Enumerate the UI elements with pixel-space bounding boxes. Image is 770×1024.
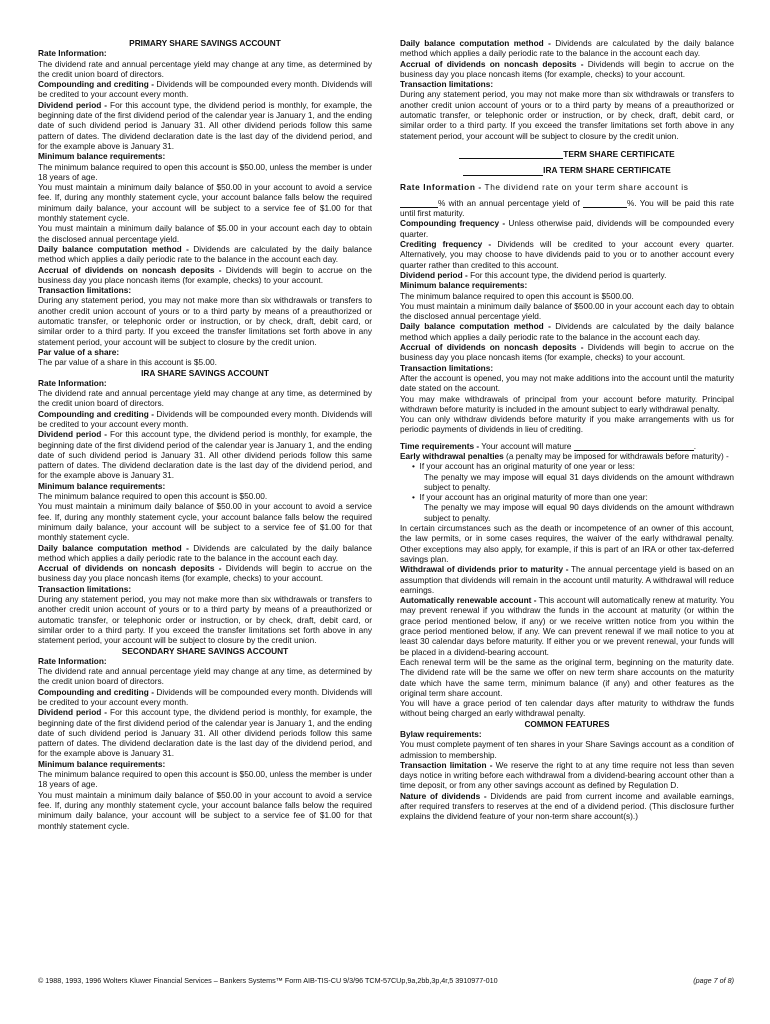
- paragraph: Time requirements - Your account will mature .: [400, 440, 697, 451]
- heading: Transaction limitations:: [38, 285, 132, 296]
- paragraph: During any statement period, you may not make more than six withdrawals or transfers to another credit union account of yours or to a third party by means of a preauthorized or automatic transfer, or telephonic order or instruction, or by check, draft, debit card, or similar order to a third party. If you exceed the transfer limitations set forth above in any statement period, your account will be subject to closure by the credit union.: [38, 594, 372, 646]
- paragraph: The penalty we may impose will equal 90 days dividends on the amount withdrawn subject to penalty.: [424, 502, 734, 523]
- copyright-line: © 1988, 1993, 1996 Wolters Kluwer Financial Services – Bankers Systems™ Form AIB-TIS-CU 9/3/96 TCM-57CUp,9a,2bb,3p,4r,5 3910977-010: [38, 976, 498, 985]
- paragraph: You can only withdraw dividends before maturity if you make arrangements with us for periodic payments of dividends in lieu of crediting.: [400, 414, 734, 435]
- term-title: TERM SHARE CERTIFICATE: [400, 149, 734, 159]
- bullet-item: • If your account has an original maturity of one year or less:: [412, 461, 635, 472]
- paragraph: Compounding and crediting - Dividends will be compounded every month. Dividends will be credited to your account every month.: [38, 686, 372, 707]
- paragraph: Early withdrawal penalties (a penalty may be imposed for withdrawals before maturity) -: [400, 450, 729, 461]
- paragraph: The minimum balance required to open this account is $50.00, unless the member is under 18 years of age.: [38, 161, 372, 182]
- paragraph: During any statement period, you may not make more than six withdrawals or transfers to another credit union account of yours or to a third party by means of a preauthorized or automatic transfer, or telephonic order or instruction, or by check, draft, debit card, or similar order to a third party. If you exceed the transfer limitations set forth above in any statement period, your account will be subject to closure by the credit union.: [38, 295, 372, 347]
- heading: Transaction limitations:: [38, 583, 132, 594]
- heading: Transaction limitations:: [400, 362, 494, 373]
- paragraph: Accrual of dividends on noncash deposits - Dividends will begin to accrue on the business day you place noncash items (for example, checks) to your account.: [38, 563, 372, 584]
- heading: Minimum balance requirements:: [38, 758, 166, 769]
- right-column: [400, 38, 734, 822]
- paragraph: Dividend period - For this account type, the dividend period is monthly, for example, the beginning date of the first dividend period of the calendar year is January 1, and the ending date of such dividend period is January 31. All other dividend periods follow this same pattern of dates. The dividend declaration date is the last day of the dividend period, and for the example above is January 31.: [38, 429, 373, 481]
- paragraph: The penalty we may impose will equal 31 days dividends on the amount withdrawn subject to penalty.: [424, 471, 734, 492]
- left-column: [38, 38, 372, 831]
- heading: Par value of a share:: [38, 346, 120, 357]
- paragraph: Rate Information - The dividend rate on your term share account is: [400, 181, 689, 192]
- paragraph: Compounding and crediting - Dividends will be compounded every month. Dividends will be credited to your account every month.: [38, 408, 372, 429]
- common-title: COMMON FEATURES: [524, 718, 610, 729]
- paragraph: You may make withdrawals of principal from your account before maturity. Principal withdrawn before maturity is included in the amount subject to early withdrawal penalty.: [400, 393, 734, 414]
- paragraph: Dividend period - For this account type, the dividend period is monthly, for example, the beginning date of the first dividend period of the calendar year is January 1, and the ending date of such dividend period is January 31. All other dividend periods follow this same pattern of dates. The dividend declaration date is the last day of the dividend period, and for the example above is January 31.: [38, 99, 373, 151]
- paragraph: You must maintain a minimum daily balance of $50.00 in your account to avoid a service fee. If, during any monthly statement cycle, your account balance falls below the required minimum daily balance, your account will be subject to a service fee of $1.00 for that monthly statement cycle.: [38, 182, 372, 224]
- heading: Minimum balance requirements:: [38, 480, 166, 491]
- paragraph: You must complete payment of ten shares in your Share Savings account as a condition of admission to membership.: [400, 739, 734, 760]
- heading: Minimum balance requirements:: [38, 151, 166, 162]
- paragraph: Each renewal term will be the same as the original term, beginning on the maturity date. The dividend rate will be the same we offer on new term share accounts on the maturity date which have the same term, minimum balance (if any) and other features as the original term share account.: [400, 656, 734, 698]
- paragraph: The dividend rate and annual percentage yield may change at any time, as determined by the credit union board of directors.: [38, 388, 372, 409]
- heading: Minimum balance requirements:: [400, 280, 528, 291]
- paragraph: Daily balance computation method - Dividends are calculated by the daily balance method which applies a daily periodic rate to the balance in the account each day.: [38, 542, 372, 563]
- paragraph: You must maintain a minimum daily balance of $50.00 in your account to avoid a service fee. If, during any monthly statement cycle, your account balance falls below the required minimum daily balance, your account will be subject to a service fee of $1.00 for that monthly statement cycle.: [38, 501, 372, 543]
- paragraph: Daily balance computation method - Dividends are calculated by the daily balance method which applies a daily periodic rate to the balance in the account each day.: [400, 321, 734, 342]
- paragraph: Accrual of dividends on noncash deposits - Dividends will begin to accrue on the business day you place noncash items (for example, checks) to your account.: [400, 58, 734, 79]
- paragraph: You must maintain a minimum daily balance of $500.00 in your account each day to obtain the disclosed annual percentage yield.: [400, 300, 734, 322]
- bullet-item: • If your account has an original maturity of more than one year:: [412, 492, 648, 503]
- paragraph: Compounding frequency - Unless otherwise paid, dividends will be compounded every quarter.: [400, 218, 734, 239]
- paragraph: The minimum balance required to open this account is $50.00, unless the member is under 18 years of age.: [38, 769, 372, 790]
- paragraph: Accrual of dividends on noncash deposits - Dividends will begin to accrue on the business day you place noncash items (for example, checks) to your account.: [38, 264, 372, 285]
- paragraph: Dividend period - For this account type, the dividend period is quarterly.: [400, 269, 667, 280]
- ira-title: IRA SHARE SAVINGS ACCOUNT: [141, 367, 269, 378]
- paragraph: The minimum balance required to open this account is $50.00.: [38, 491, 268, 502]
- heading: Transaction limitations:: [400, 79, 494, 90]
- paragraph: Automatically renewable account - This account will automatically renew at maturity. You may prevent renewal if you withdraw the funds in the account at maturity (or within the grace period mentioned below, if any) or we receive written notice from you within the grace period mentioned below, if any. We can prevent renewal if we mail notice to you at least 30 calendar days before maturity. If either you or we prevent renewal, your funds will be placed in a dividend-bearing account.: [400, 595, 735, 657]
- paragraph: Withdrawal of dividends prior to maturity - The annual percentage yield is based on an assumption that dividends will remain in the account until maturity. A withdrawal will reduce earnings.: [400, 564, 735, 595]
- paragraph: Daily balance computation method - Dividends are calculated by the daily balance method which applies a daily periodic rate to the balance in the account each day.: [400, 38, 734, 59]
- paragraph: The dividend rate and annual percentage yield may change at any time, as determined by the credit union board of directors.: [38, 666, 372, 687]
- paragraph: Accrual of dividends on noncash deposits - Dividends will begin to accrue on the business day you place noncash items (for example, checks) to your account.: [400, 342, 734, 363]
- paragraph: % with an annual percentage yield of %. You will be paid this rate until first maturity.: [400, 197, 734, 219]
- paragraph: Nature of dividends - Dividends are paid from current income and available earnings, after required transfers to reserves at the end of a dividend period. (This disclosure further explains the dividend feature of your non-term share account(s).): [400, 790, 734, 822]
- paragraph: The dividend rate and annual percentage yield may change at any time, as determined by the credit union board of directors.: [38, 58, 372, 79]
- footer: [38, 976, 734, 985]
- paragraph: The par value of a share in this account is $5.00.: [38, 357, 217, 368]
- paragraph: Transaction limitation - We reserve the right to at any time require not less than seven days notice in writing before each withdrawal from a dividend-bearing account other than a time deposit, or from any other savings account as defined by Regulation D.: [400, 759, 734, 791]
- primary-title: PRIMARY SHARE SAVINGS ACCOUNT: [129, 38, 281, 48]
- paragraph: You will have a grace period of ten calendar days after maturity to withdraw the funds without being charged an early withdrawal penalty.: [400, 698, 734, 719]
- paragraph: In certain circumstances such as the death or incompetence of an owner of this account, the law permits, or in some cases requires, the waiver of the early withdrawal penalty. Other exceptions may also apply, for example, if this is part of an IRA or other tax-deferred savings plan.: [400, 523, 734, 564]
- paragraph: Crediting frequency - Dividends will be credited to your account every quarter. Alternatively, you may choose to have dividends paid to you or to another account every quarter rather than credited to this account.: [400, 239, 734, 270]
- heading: Rate Information:: [38, 655, 107, 666]
- heading: Rate Information:: [38, 377, 107, 388]
- paragraph: After the account is opened, you may not make additions into the account until the maturity date stated on the account.: [400, 372, 734, 394]
- paragraph: You must maintain a minimum daily balance of $5.00 in your account each day to obtain the disclosed annual percentage yield.: [38, 223, 372, 244]
- ira-term-title: IRA TERM SHARE CERTIFICATE: [400, 165, 734, 175]
- heading: Rate Information:: [38, 48, 107, 59]
- paragraph: During any statement period, you may not make more than six withdrawals or transfers to another credit union account of yours or to a third party by means of a preauthorized or automatic transfer, or telephonic order or instruction, or by check, draft, debit card, or similar order to a third party. If you exceed the transfer limitations set forth above in any statement period, your account will be subject to closure by the credit union.: [400, 89, 734, 141]
- paragraph: Compounding and crediting - Dividends will be compounded every month. Dividends will be credited to your account every month.: [38, 79, 372, 100]
- secondary-title: SECONDARY SHARE SAVINGS ACCOUNT: [121, 645, 289, 656]
- heading: Bylaw requirements:: [400, 729, 482, 739]
- paragraph: Dividend period - For this account type, the dividend period is monthly, for example, the beginning date of the first dividend period of the calendar year is January 1, and the ending date of such dividend period is January 31. All other dividend periods follow this same pattern of dates. The dividend declaration date is the last day of the dividend period, and for the example above is January 31.: [38, 707, 373, 759]
- page-number: (page 7 of 8): [693, 976, 734, 985]
- paragraph: The minimum balance required to open this account is $500.00.: [400, 290, 634, 301]
- paragraph: Daily balance computation method - Dividends are calculated by the daily balance method which applies a daily periodic rate to the balance in the account each day.: [38, 243, 372, 265]
- paragraph: You must maintain a minimum daily balance of $50.00 in your account to avoid a service fee. If, during any monthly statement cycle, your account balance falls below the required minimum daily balance, your account will be subject to a service fee of $1.00 for that monthly statement cycle.: [38, 789, 372, 831]
